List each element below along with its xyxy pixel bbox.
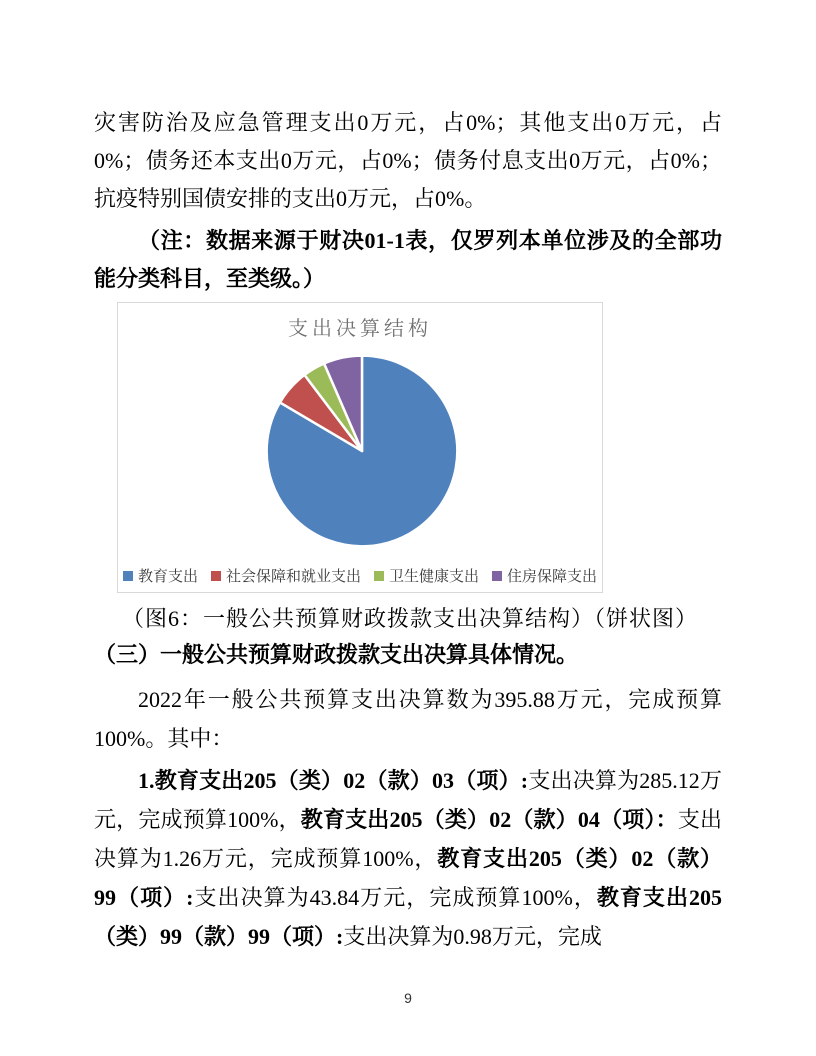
legend-label: 社会保障和就业支出 bbox=[225, 568, 361, 585]
detail-run: 支出决算为285.12万元，完成预算100%， bbox=[94, 768, 722, 832]
legend-swatch-icon bbox=[374, 571, 384, 581]
figure-caption: （图6：一般公共预算财政拨款支出决算结构）（饼状图） bbox=[122, 606, 699, 631]
expenditure-structure-pie-chart bbox=[117, 302, 603, 593]
detail-run: 教育支出205（类）99（款）99（项）: bbox=[94, 885, 722, 949]
legend-swatch-icon bbox=[211, 571, 221, 581]
detail-run: 支出决算为0.98万元，完成 bbox=[343, 924, 602, 949]
legend-label: 卫生健康支出 bbox=[389, 568, 480, 585]
detail-paragraph bbox=[94, 761, 722, 956]
legend-item-1 bbox=[123, 565, 198, 586]
chart-title: 支出决算结构 bbox=[288, 318, 432, 340]
legend-swatch-icon bbox=[123, 571, 133, 581]
page-number: 9 bbox=[404, 990, 412, 1006]
paragraph-carryover: 灾害防治及应急管理支出0万元，占0%；其他支出0万元，占0%；债务还本支出0万元，占0%；债务付息支出0万元，占0%；抗疫特别国债安排的支出0万元，占0%。 bbox=[94, 110, 722, 211]
legend-item-3 bbox=[374, 565, 479, 586]
detail-run: 支出决算为43.84万元，完成预算100%， bbox=[193, 885, 597, 910]
legend-item-4 bbox=[492, 565, 597, 586]
detail-run: 教育支出205（类）02（款）04（项）： bbox=[300, 807, 678, 832]
legend-swatch-icon bbox=[492, 571, 502, 581]
legend-label: 住房保障支出 bbox=[507, 568, 598, 585]
detail-run: 支出决算为1.26万元，完成预算100%， bbox=[94, 807, 722, 871]
legend-label: 教育支出 bbox=[137, 568, 198, 585]
pie-chart-svg bbox=[118, 303, 602, 592]
summary-paragraph: 2022年一般公共预算支出决算数为395.88万元，完成预算100%。其中： bbox=[94, 687, 722, 751]
chart-legend bbox=[118, 565, 602, 586]
section-heading: （三）一般公共预算财政拨款支出决算具体情况。 bbox=[94, 642, 579, 667]
legend-item-2 bbox=[211, 565, 361, 586]
detail-run: 1.教育支出205（类）02（款）03（项）: bbox=[138, 768, 529, 793]
detail-run: 教育支出205（类）02（款）99（项）: bbox=[94, 846, 722, 910]
note-paragraph: （注：数据来源于财决01-1表，仅罗列本单位涉及的全部功能分类科目，至类级。） bbox=[94, 228, 722, 291]
